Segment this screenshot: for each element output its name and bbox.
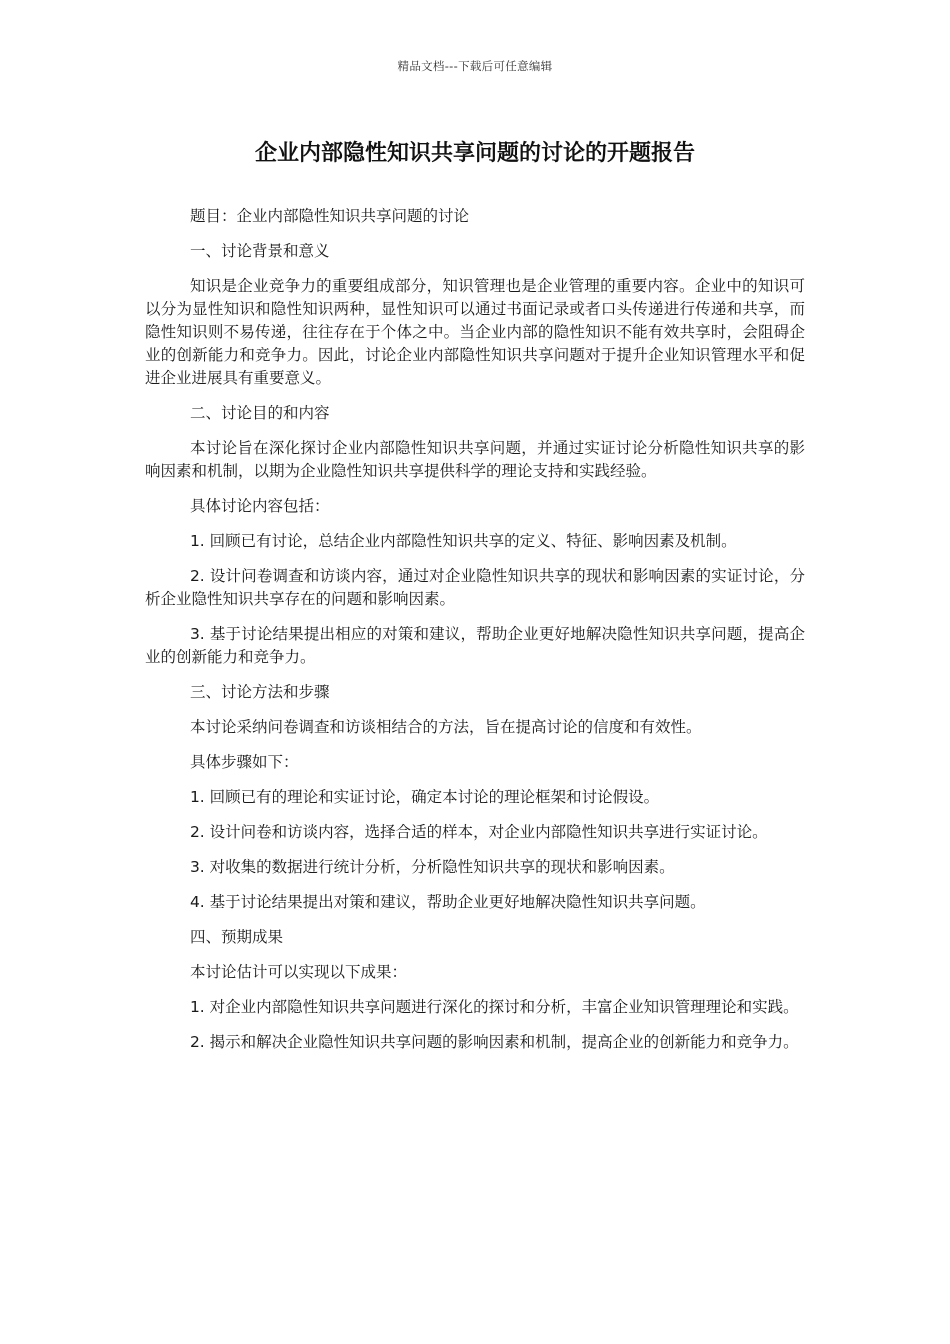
- list-item-content-3: 3. 基于讨论结果提出相应的对策和建议，帮助企业更好地解决隐性知识共享问题，提高企业的创新能力和竞争力。: [145, 625, 805, 666]
- paragraph-method: 本讨论采纳问卷调查和访谈相结合的方法，旨在提高讨论的信度和有效性。: [189, 718, 702, 736]
- document-title: 企业内部隐性知识共享问题的讨论的开题报告: [254, 141, 695, 166]
- list-item-step-4: 4. 基于讨论结果提出对策和建议，帮助企业更好地解决隐性知识共享问题。: [189, 893, 706, 911]
- paragraph-purpose: 本讨论旨在深化探讨企业内部隐性知识共享问题，并通过实证讨论分析隐性知识共享的影响因素和机制，以期为企业隐性知识共享提供科学的理论支持和实践经验。: [145, 439, 805, 480]
- list-item-content-1: 1. 回顾已有讨论，总结企业内部隐性知识共享的定义、特征、影响因素及机制。: [189, 532, 737, 550]
- section-heading-method: 三、讨论方法和步骤: [189, 683, 330, 701]
- paragraph-outcomes-intro: 本讨论估计可以实现以下成果：: [189, 963, 407, 981]
- document-body: [145, 205, 805, 1066]
- list-item-content-2: 2. 设计问卷调查和访谈内容，通过对企业隐性知识共享的现状和影响因素的实证讨论，分析企业隐性知识共享存在的问题和影响因素。: [145, 567, 805, 608]
- list-item-outcome-2: 2. 揭示和解决企业隐性知识共享问题的影响因素和机制，提高企业的创新能力和竞争力。: [189, 1033, 799, 1051]
- list-item-step-3: 3. 对收集的数据进行统计分析，分析隐性知识共享的现状和影响因素。: [189, 858, 675, 876]
- paragraph-content-intro: 具体讨论内容包括：: [189, 497, 330, 515]
- subject-line: 题目：企业内部隐性知识共享问题的讨论: [189, 207, 469, 225]
- section-heading-background: 一、讨论背景和意义: [189, 242, 330, 260]
- list-item-step-2: 2. 设计问卷和访谈内容，选择合适的样本，对企业内部隐性知识共享进行实证讨论。: [189, 823, 768, 841]
- paragraph-steps-intro: 具体步骤如下：: [189, 753, 299, 771]
- list-item-outcome-1: 1. 对企业内部隐性知识共享问题进行深化的探讨和分析，丰富企业知识管理理论和实践。: [189, 998, 799, 1016]
- paragraph-background: 知识是企业竞争力的重要组成部分，知识管理也是企业管理的重要内容。企业中的知识可以分为显性知识和隐性知识两种，显性知识可以通过书面记录或者口头传递进行传递和共享，而隐性知识则不易传递，往往存在于个体之中。当企业内部的隐性知识不能有效共享时，会阻碍企业的创新能力和竞争力。因此，讨论企业内部隐性知识共享问题对于提升企业知识管理水平和促进企业进展具有重要意义。: [145, 277, 805, 387]
- page-header-note: 精品文档---下载后可任意编辑: [397, 59, 553, 73]
- list-item-step-1: 1. 回顾已有的理论和实证讨论，确定本讨论的理论框架和讨论假设。: [189, 788, 660, 806]
- section-heading-outcomes: 四、预期成果: [189, 928, 283, 946]
- section-heading-purpose: 二、讨论目的和内容: [189, 404, 330, 422]
